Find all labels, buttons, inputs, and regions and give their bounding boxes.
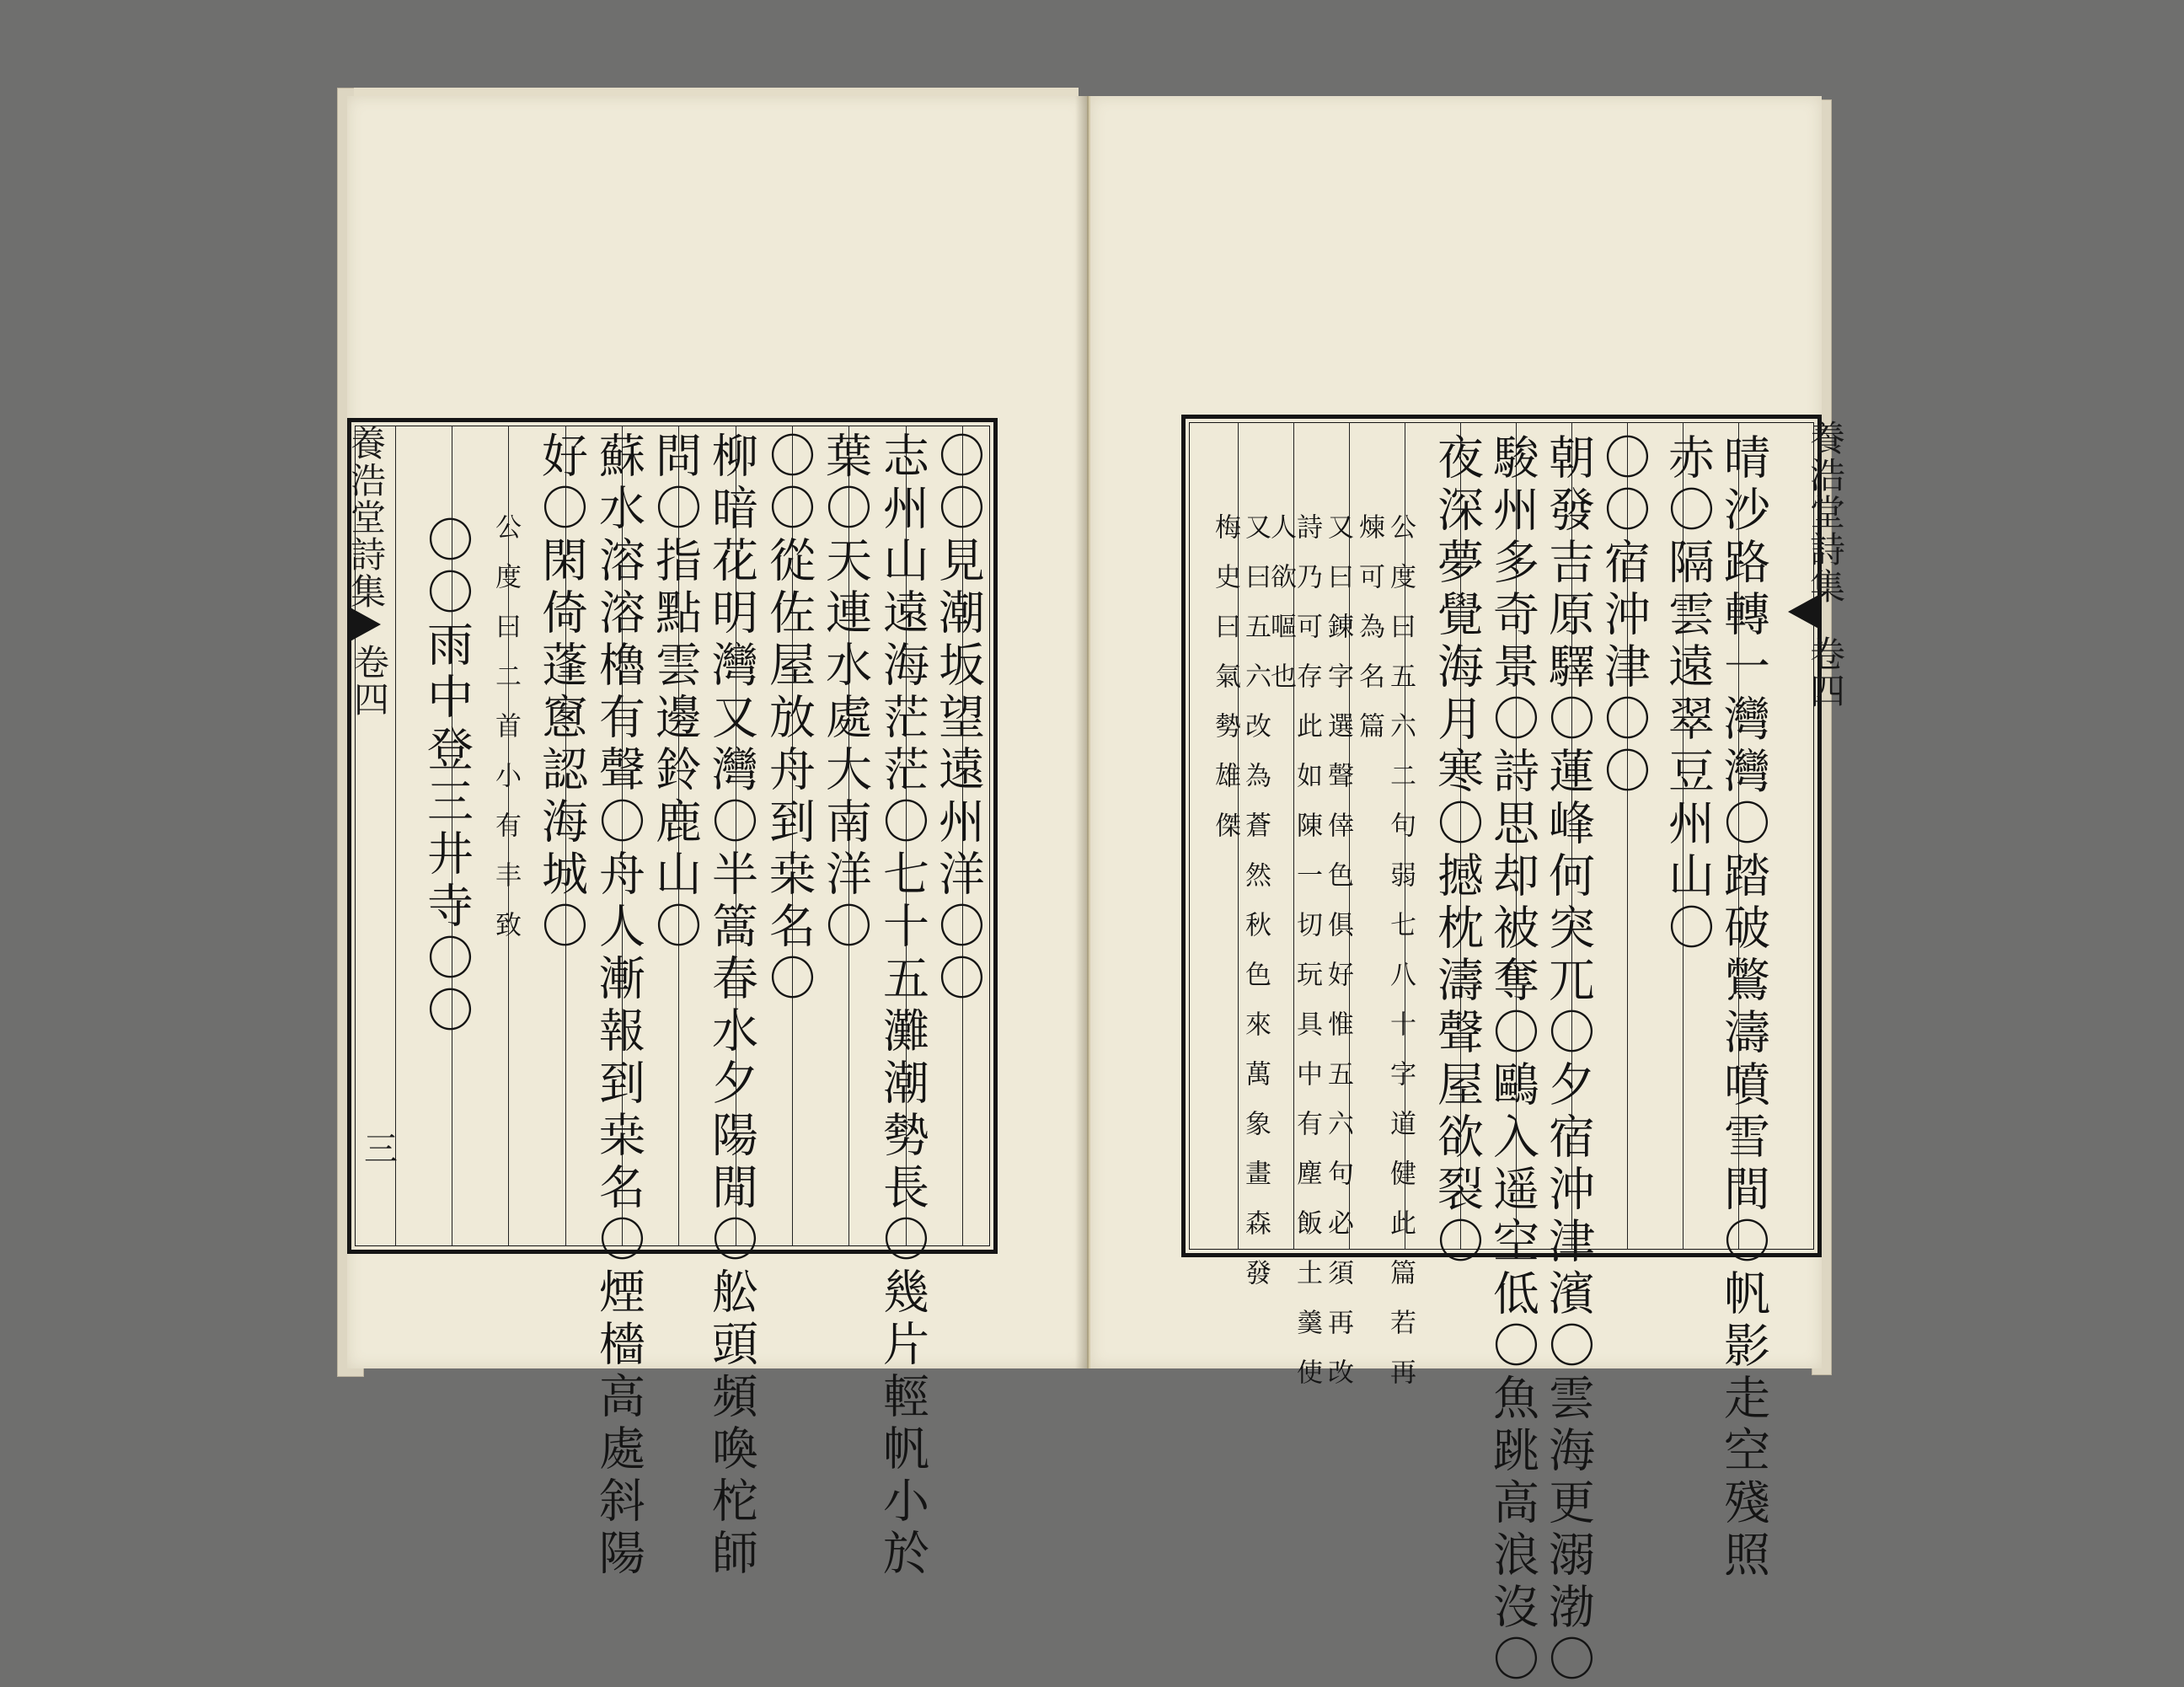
left-col-10: 〇〇雨中登三井寺〇〇 bbox=[420, 516, 474, 1038]
left-col-6: 問〇指點雲邊鈴鹿山〇 bbox=[648, 431, 702, 954]
right-col-13: 梅史曰氣勢雄傑 bbox=[1210, 513, 1240, 861]
right-col-1: 晴沙路轉一灣灣〇踏破鷩濤噴雪間〇帆影走空殘照 bbox=[1716, 433, 1770, 1583]
left-col-8: 好〇閑倚蓬窻認海城〇 bbox=[534, 431, 588, 954]
left-col-4: 〇〇從佐屋放舟到桒名〇 bbox=[762, 431, 816, 1006]
left-fishtail-mark bbox=[347, 606, 381, 643]
left-col-3: 葉〇天連水處大南洋〇 bbox=[818, 431, 872, 954]
right-col-6: 夜深夢覺海月寒〇撼枕濤聲屋欲裂〇 bbox=[1430, 433, 1484, 1269]
left-col-2: 志州山遠海茫茫〇七十五灘潮勢長〇幾片輕帆小於 bbox=[875, 431, 929, 1581]
left-banxin-volume: 卷四 bbox=[349, 644, 390, 718]
right-fishtail-mark bbox=[1788, 593, 1822, 630]
right-col-8: 煉可為名篇 bbox=[1354, 513, 1384, 762]
right-col-11: 人欲嘔也 bbox=[1266, 513, 1296, 712]
left-col-9: 公度曰二首小有丰致 bbox=[490, 513, 521, 961]
right-col-4: 朝發吉原驛〇蓮峰何突兀〇夕宿沖津濱〇雲海更溺渤〇 bbox=[1541, 433, 1595, 1687]
right-col-3: 〇〇宿沖津〇〇 bbox=[1597, 433, 1651, 799]
right-col-2: 赤〇隔雲遠翠豆州山〇 bbox=[1661, 433, 1715, 956]
right-col-5: 駿州多奇景〇詩思却被奪〇鷗入遥空低〇魚跳高浪沒〇 bbox=[1485, 433, 1539, 1687]
left-col-5: 柳暗花明灣又灣〇半篙春水夕陽閒〇舩頭頻喚柁師 bbox=[704, 431, 758, 1581]
left-col-7: 蘇水溶溶櫓有聲〇舟人漸報到桒名〇煙檣高處斜陽 bbox=[592, 431, 645, 1581]
left-page-number: 三 bbox=[364, 1130, 398, 1169]
right-page bbox=[1089, 96, 1846, 1687]
right-banxin-volume: 卷四 bbox=[1805, 635, 1846, 710]
left-page bbox=[345, 96, 1089, 1581]
right-col-12: 又曰五六改為蒼然秋色來萬象畫森發 bbox=[1240, 513, 1271, 1309]
right-col-7: 公度曰五六二句弱七八十字道健此篇若再 bbox=[1385, 513, 1416, 1408]
right-banxin-title: 養浩堂詩集 bbox=[1805, 420, 1846, 605]
left-banxin-title: 養浩堂詩集 bbox=[345, 425, 387, 610]
left-col-1: 〇〇見潮坂望遠州洋〇〇 bbox=[931, 431, 985, 1006]
right-col-10: 詩乃可存此如陳一切玩具中有塵飯土羹使 bbox=[1292, 513, 1322, 1408]
right-col-9: 又曰錬字選聲倖色俱好惟五六句必須再改 bbox=[1323, 513, 1353, 1408]
